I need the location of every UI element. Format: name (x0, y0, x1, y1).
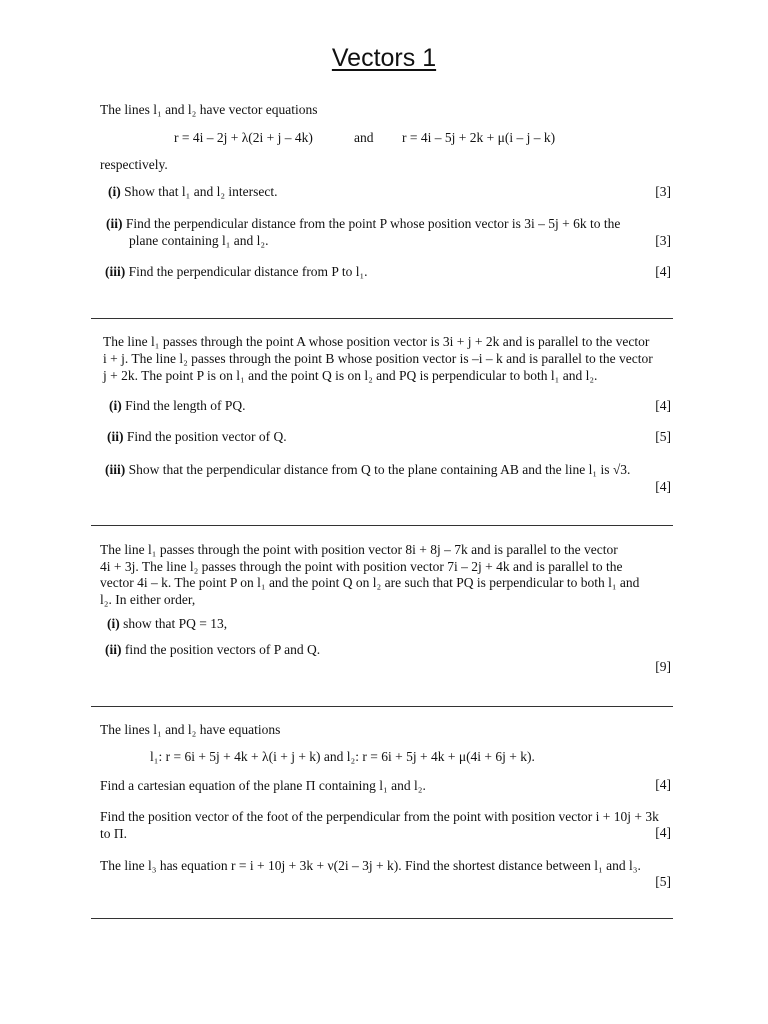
separator-4 (91, 918, 673, 919)
q1-intro: The lines l₁ and l₂ have vector equations (100, 102, 318, 117)
part-number: (i) (109, 398, 122, 413)
part-number: (ii) (105, 642, 122, 657)
part-text: Show that the perpendicular distance from Q to the plane containing AB and the line l₁ is √3. (128, 462, 631, 477)
separator-2 (91, 525, 673, 526)
part-number: (iii) (105, 264, 126, 279)
q1-equation-right: r = 4i – 5j + 2k + μ(i – j – k) (402, 130, 556, 145)
q4-mark-b: [4] (655, 825, 671, 840)
q3-intro-line-2: 4i + 3j. The line l₂ passes through the point with position vector 7i – 2j + 4k and is parallel to the (100, 559, 623, 574)
q4-line-a: Find a cartesian equation of the plane Π containing l₁ and l₂. (100, 778, 426, 793)
part-number: (ii) (106, 216, 123, 231)
part-number: (ii) (107, 429, 124, 444)
q1-part-iii-mark: [4] (655, 264, 671, 279)
q1-part-i (108, 184, 278, 201)
q2-part-iii (105, 462, 630, 479)
q1-respectively: respectively. (100, 157, 168, 172)
page-title: Vectors 1 (331, 44, 437, 72)
q3-part-ii (105, 642, 320, 659)
q1-part-ii-line2: plane containing l₁ and l₂. (129, 233, 269, 248)
separator-1 (91, 318, 673, 319)
q2-intro-line-3: j + 2k. The point P is on l₁ and the point Q is on l₂ and PQ is perpendicular to both l₁ and l₂. (103, 368, 598, 383)
q1-part-i-mark: [3] (655, 184, 671, 199)
q4-line-c: The line l₃ has equation r = i + 10j + 3k + ν(2i – 3j + k). Find the shortest distance between l₁ and l₃. (100, 858, 641, 873)
q3-mark: [9] (655, 659, 671, 674)
q3-intro-line-3: vector 4i – k. The point P on l₁ and the point Q on l₂ are such that PQ is perpendicular to both l₁ and (100, 575, 640, 590)
q2-part-i (109, 398, 246, 415)
part-number: (i) (108, 184, 121, 199)
q4-equations: l₁: r = 6i + 5j + 4k + λ(i + j + k) and l₂: r = 6i + 5j + 4k + μ(4i + 6j + k). (150, 749, 535, 764)
q2-part-iii-mark: [4] (655, 479, 671, 494)
q4-line-b1: Find the position vector of the foot of the perpendicular from the point with position vector i + 10j + 3k (100, 809, 659, 824)
part-number: (iii) (105, 462, 126, 477)
q2-part-ii (107, 429, 287, 446)
part-text: Find the perpendicular distance from P to l₁. (128, 264, 368, 279)
q1-part-iii (105, 264, 368, 281)
q1-equation-left: r = 4i – 2j + λ(2i + j – 4k) (174, 130, 313, 145)
q1-part-ii (106, 216, 620, 233)
q2-intro-line-2: i + j. The line l₂ passes through the point B whose position vector is –i – k and is parallel to the vector (103, 351, 653, 366)
q4-mark-c: [5] (655, 874, 671, 889)
part-text: find the position vectors of P and Q. (124, 642, 321, 657)
part-text: Find the position vector of Q. (126, 429, 287, 444)
part-text: show that PQ = 13, (123, 616, 228, 631)
q4-intro: The lines l₁ and l₂ have equations (100, 722, 281, 737)
q3-intro-line-1: The line l₁ passes through the point with position vector 8i + 8j – 7k and is parallel to the vector (100, 542, 618, 557)
q3-part-i (107, 616, 227, 633)
part-text: Show that l₁ and l₂ intersect. (124, 184, 278, 199)
q2-part-i-mark: [4] (655, 398, 671, 413)
q1-equation-and: and (354, 130, 374, 145)
separator-3 (91, 706, 673, 707)
q3-intro-line-4: l₂. In either order, (100, 592, 196, 607)
part-text: Find the length of PQ. (125, 398, 246, 413)
q1-part-ii-mark: [3] (655, 233, 671, 248)
q2-part-ii-mark: [5] (655, 429, 671, 444)
q2-intro-line-1: The line l₁ passes through the point A whose position vector is 3i + j + 2k and is parallel to the vector (103, 334, 650, 349)
q4-mark-a: [4] (655, 777, 671, 792)
q4-line-b2: to Π. (100, 826, 127, 841)
part-text: Find the perpendicular distance from the point P whose position vector is 3i – 5j + 6k to the (125, 216, 621, 231)
part-number: (i) (107, 616, 120, 631)
